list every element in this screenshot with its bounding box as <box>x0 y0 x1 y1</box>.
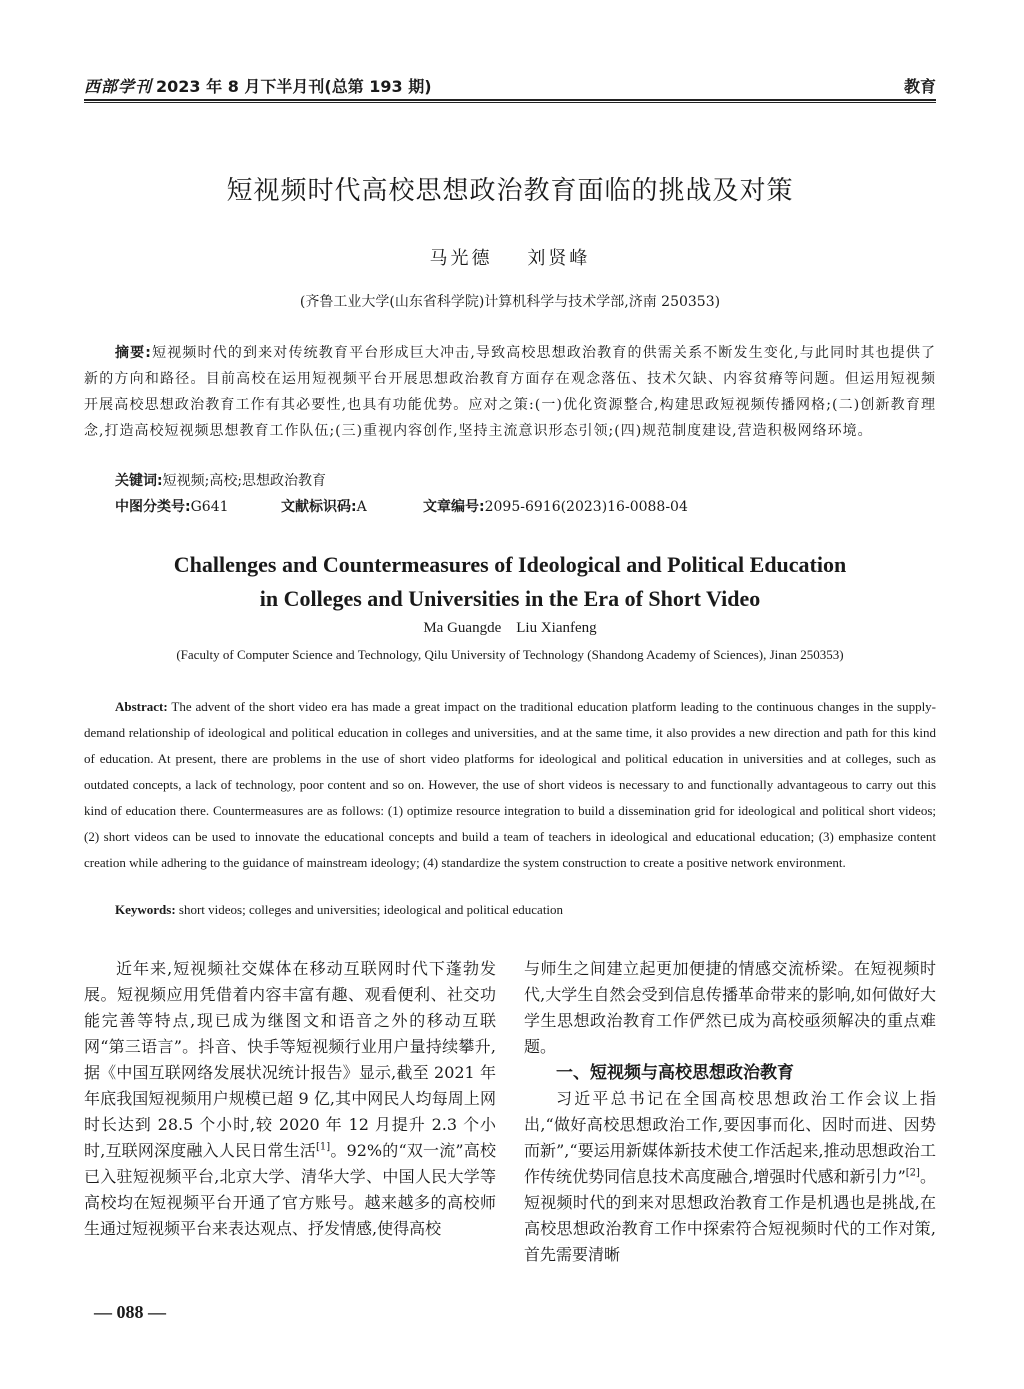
document-code <box>281 496 423 516</box>
article-number <box>423 496 688 516</box>
keywords-text-cn: 短视频;高校;思想政治教育 <box>162 473 327 489</box>
header-rule-thin <box>84 102 936 103</box>
citation-ref-2[interactable]: [2] <box>905 1167 920 1179</box>
clc-number <box>115 496 281 516</box>
body-paragraph: 与师生之间建立起更加便捷的情感交流桥梁。在短视频时代,大学生自然会受到信息传播革命带来的影响,如何做好大学生思想政治教育工作俨然已成为高校亟须解决的重点难题。 <box>524 959 936 1056</box>
body-text: 。92%的“双一流”高校已入驻短视频平台,北京大学、清华大学、中国人民大学等高校均在短视频平台开通了官方账号。越来越多的高校师生通过短视频平台来表达观点、抒发情感,使得高校 <box>84 1141 496 1238</box>
clc-label: 中图分类号: <box>115 499 191 515</box>
body-paragraph <box>524 1086 936 1268</box>
paper-title-en-line2: in Colleges and Universities in the Era of Short Video <box>259 586 761 611</box>
abstract-label-en: Abstract: <box>115 699 168 714</box>
article-no-value: 2095-6916(2023)16-0088-04 <box>484 499 688 515</box>
authors-en: Ma Guangde Liu Xianfeng <box>423 620 597 636</box>
abstract-label-cn: 摘要: <box>115 345 152 361</box>
paper-title-cn: 短视频时代高校思想政治教育面临的挑战及对策 <box>226 176 794 206</box>
doc-code-value: A <box>356 499 367 515</box>
journal-logo: 西部学刊 <box>84 77 153 96</box>
keywords-en <box>115 902 563 918</box>
keywords-label-en: Keywords: <box>115 902 176 917</box>
abstract-en <box>84 694 936 876</box>
body-column-left <box>84 956 496 1242</box>
clc-value: G641 <box>190 499 229 515</box>
paper-title-en <box>84 548 936 616</box>
keywords-label-cn: 关键词: <box>115 473 163 489</box>
running-header <box>84 74 936 98</box>
affiliation-en: (Faculty of Computer Science and Technology, Qilu University of Technology (Shandong Academy of Sciences), Jinan 250353) <box>176 647 844 662</box>
article-no-label: 文章编号: <box>423 499 485 515</box>
body-paragraph <box>84 956 496 1242</box>
body-text: 习近平总书记在全国高校思想政治工作会议上指出,“做好高校思想政治工作,要因事而化、因时而进、因势而新”,“要运用新媒体新技术使工作活起来,推动思想政治工作传统优势同信息技术高度融合,增强时代感和新引力” <box>524 1089 936 1186</box>
classification-line <box>115 496 815 516</box>
paper-title-en-line1: Challenges and Countermeasures of Ideological and Political Education <box>173 552 847 577</box>
abstract-text-en: The advent of the short video era has made a great impact on the traditional education platform leading to the continuous changes in the supply-demand relationship of ideological and political education in colleges and universities, and at the same time, it also provides a new direction and path for this kind of education. At present, there are problems in the use of short video platforms for ideological and political education in universities and at colleges, such as outdated concepts, a lack of technology, poor content and so on. However, the use of short videos is necessary to and functionally advantageous to carry out this kind of education there. Countermeasures are as follows: (1) optimize resource integration to build a dissemination grid for ideological and political short videos; (2) short videos can be used to innovate the educational concepts and build a team of teachers in ideological and educational education; (3) emphasize content creation while adhering to the guidance of mainstream ideology; (4) standardize the system construction to create a positive network environment. <box>84 699 937 870</box>
section-heading: 一、短视频与高校思想政治教育 <box>556 1063 794 1083</box>
keywords-text-en: short videos; colleges and universities; ideological and political education <box>178 902 564 917</box>
doc-code-label: 文献标识码: <box>281 499 357 515</box>
citation-ref-1[interactable]: [1] <box>315 1141 331 1153</box>
keywords-cn <box>115 470 326 490</box>
header-rule <box>84 99 936 101</box>
abstract-cn <box>84 340 936 444</box>
affiliation-cn: (齐鲁工业大学(山东省科学院)计算机科学与技术学部,济南 250353) <box>299 294 721 310</box>
authors-cn: 马光德 刘贤峰 <box>429 248 591 269</box>
header-left <box>84 74 432 97</box>
body-text: 近年来,短视频社交媒体在移动互联网时代下蓬勃发展。短视频应用凭借着内容丰富有趣、观看便利、社交功能完善等特点,现已成为继图文和语音之外的移动互联网“第三语言”。抖音、快手等短视频行业用户量持续攀升,据《中国互联网络发展状况统计报告》显示,截至 2021 年年底我国短视频用户规模已超 9 亿,其中网民人均每周上网时长达到 28.5 个小时,较 2020 年 12 月提升 2.3 个小时,互联网深度融入人民日常生活 <box>84 959 496 1160</box>
issue-info: 2023 年 8 月下半月刊(总第 193 期) <box>156 77 432 96</box>
body-column-right <box>524 956 936 1268</box>
abstract-text-cn: 短视频时代的到来对传统教育平台形成巨大冲击,导致高校思想政治教育的供需关系不断发生变化,与此同时其也提供了新的方向和路径。目前高校在运用短视频平台开展思想政治教育方面存在观念落伍、技术欠缺、内容贫瘠等问题。但运用短视频开展高校思想政治教育工作有其必要性,也具有功能优势。应对之策:(一)优化资源整合,构建思政短视频传播网格;(二)创新教育理念,打造高校短视频思想教育工作队伍;(三)重视内容创作,坚持主流意识形态引领;(四)规范制度建设,营造积极网络环境。 <box>84 345 936 439</box>
section-label: 教育 <box>903 77 936 96</box>
body-text: 。短视频时代的到来对思想政治教育工作是机遇也是挑战,在高校思想政治教育工作中探索符合短视频时代的工作对策,首先需要清晰 <box>524 1167 936 1264</box>
page-number: — 088 — <box>94 1302 166 1322</box>
